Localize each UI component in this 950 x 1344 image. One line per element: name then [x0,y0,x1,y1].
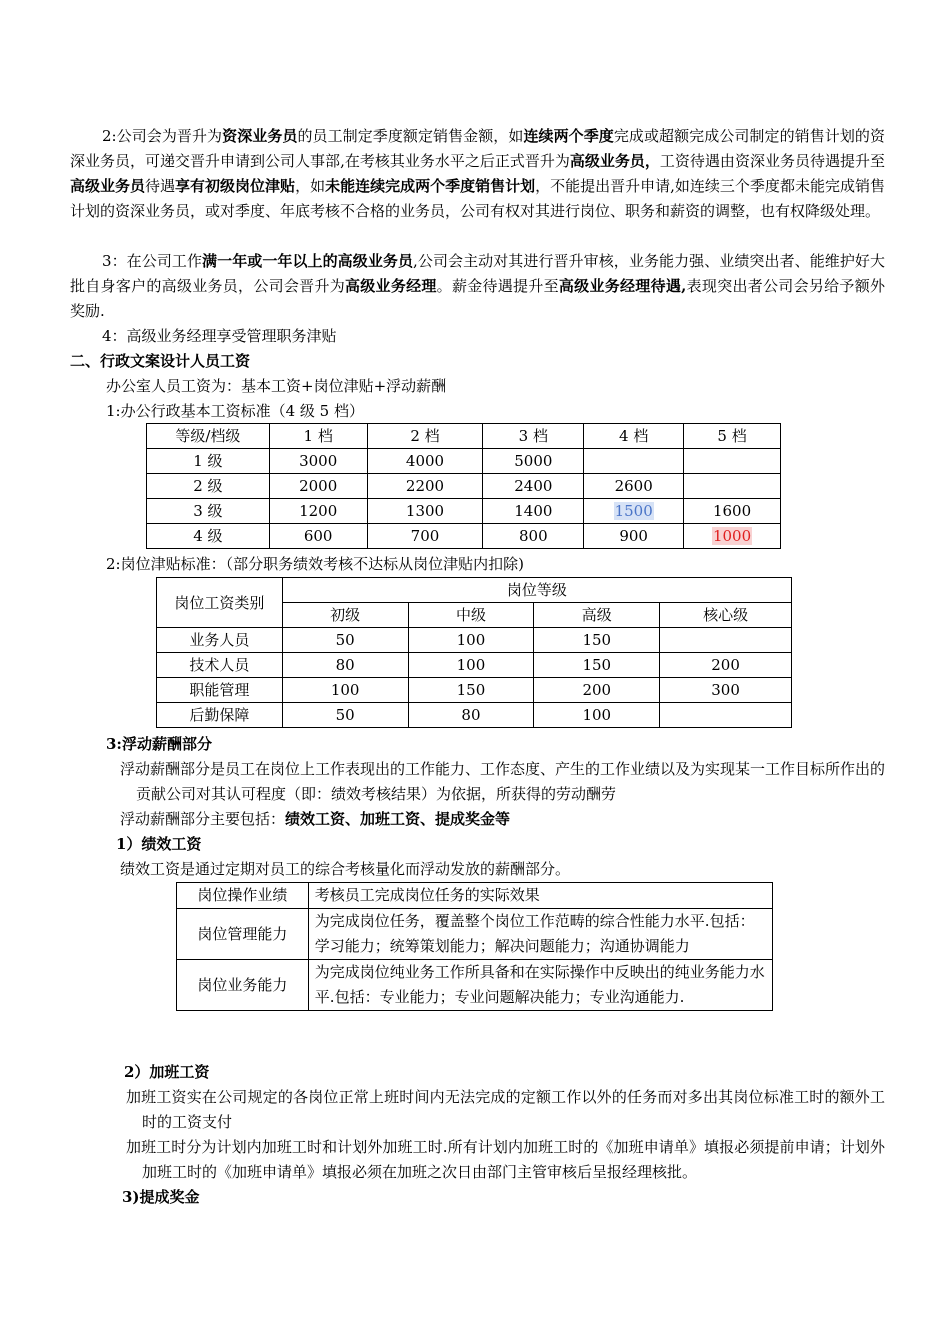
promotion-rule-3 [70,249,885,324]
text: ，如 [295,177,326,195]
header-cell: 4 档 [584,424,684,449]
table-row [177,960,773,1011]
table-cell [660,628,792,653]
header-cell: 考核员工完成岗位任务的实际效果 [308,883,772,909]
table-cell: 2600 [584,474,684,499]
table-header-row [157,578,792,603]
level-header-cell: 初级 [282,603,408,628]
highlighted-value: 1000 [712,527,752,545]
text: 完成或超额完成公司制定的销售计划的资深业务员，可递交晋升申请到公司人事部,在考核其业务水平之后正式晋升为 [70,127,885,170]
bold-text: 满一年或一年以上的高级业务员 [202,252,414,270]
bold-text: 高级业务经理 [345,277,437,295]
table-cell: 为完成岗位纯业务工作所具备和在实际操作中反映出的纯业务能力水平.包括：专业能力；专业问题解决能力；专业沟通能力. [308,960,772,1011]
table-cell: 700 [367,524,483,549]
bold-text: 高级业务员 [70,177,146,195]
allowance-table [156,577,792,728]
text: ，不能提出晋升申请,如连续三个季度都未能完成销售计划的资深业务员，或对季度、年底考核不合格的业务员，公司有权对其进行岗位、职务和薪资的调整，也有权降级处理。 [70,177,885,220]
text: 浮动薪酬部分主要包括： [120,810,286,828]
table-cell: 1600 [684,499,781,524]
overtime-hours-description: 加班工时分为计划内加班工时和计划外加班工时.所有计划内加班工时的《加班申请单》填报必须提前申请；计划外加班工时的《加班申请单》填报必须在加班之次日由部门主管审核后呈报经理核批。 [126,1138,885,1181]
table-cell: 100 [534,703,660,728]
table-cell: 4000 [367,449,483,474]
bold-text: 资深业务员 [222,127,298,145]
table-cell: 150 [408,678,534,703]
table-cell [684,474,781,499]
table-cell: 1300 [367,499,483,524]
header-cell: 岗位操作业绩 [177,883,309,909]
header-cell: 1 档 [269,424,367,449]
overtime-pay-description: 加班工资实在公司规定的各岗位正常上班时间内无法完成的定额工作以外的任务而对多出其岗位标准工时的额外工时的工资支付 [126,1088,885,1131]
table-cell: 3000 [269,449,367,474]
table-cell: 800 [483,524,584,549]
commission-heading: 3)提成奖金 [122,1188,200,1206]
table-row [147,449,781,474]
table-row [157,703,792,728]
group-header-cell: 岗位等级 [282,578,791,603]
bold-text: 高级业务经理待遇, [558,277,687,295]
table-row [157,678,792,703]
table-row [177,909,773,960]
table-cell: 1200 [269,499,367,524]
bold-text: 未能连续完成两个季度销售计划 [325,177,536,195]
table-cell: 1400 [483,499,584,524]
table-cell: 2200 [367,474,483,499]
table-cell: 后勤保障 [157,703,283,728]
text: 2:公司会为晋升为 [102,127,223,145]
table-cell: 300 [660,678,792,703]
table-cell-highlighted [584,499,684,524]
text: 表现突出者公司会另给予额外奖励. [70,277,885,320]
table-row [157,628,792,653]
bold-text: 高级业务员， [569,152,660,170]
base-salary-table-title: 1:办公行政基本工资标准（4 级 5 档） [106,402,364,420]
header-cell: 2 档 [367,424,483,449]
table-cell: 80 [408,703,534,728]
table-cell: 50 [282,703,408,728]
table-cell: 技术人员 [157,653,283,678]
floating-pay-description: 浮动薪酬部分是员工在岗位上工作表现出的工作能力、工作态度、产生的工作业绩以及为实现某一工作目标所作出的贡献公司对其认可程度（即：绩效考核结果）为依据，所获得的劳动酬劳 [120,760,886,803]
text: 的员工制定季度额定销售金额，如 [297,127,524,145]
table-cell: 2000 [269,474,367,499]
performance-pay-heading: 1）绩效工资 [116,835,202,853]
row-header-cell: 岗位工资类别 [157,578,283,628]
text: 。薪金待遇提升至 [436,277,559,295]
table-header-row [177,883,773,909]
table-cell: 1 级 [147,449,270,474]
performance-pay-description: 绩效工资是通过定期对员工的综合考核量化而浮动发放的薪酬部分。 [120,860,571,878]
text: 3：在公司工作 [102,252,203,270]
text: 工资待遇由资深业务员待遇提升至 [659,152,885,170]
table-cell: 2 级 [147,474,270,499]
bold-text: 连续两个季度 [523,127,614,145]
table-row [147,524,781,549]
header-cell: 5 档 [684,424,781,449]
table-cell [684,449,781,474]
header-cell: 3 档 [483,424,584,449]
bold-text: 绩效工资、加班工资、提成奖金等 [285,810,511,828]
table-cell: 岗位业务能力 [177,960,309,1011]
table-cell: 业务人员 [157,628,283,653]
header-cell: 等级/档级 [147,424,270,449]
table-cell: 100 [282,678,408,703]
level-header-cell: 高级 [534,603,660,628]
table-cell: 200 [660,653,792,678]
performance-table [176,882,773,1011]
section-2-heading: 二、行政文案设计人员工资 [70,352,251,370]
table-cell: 600 [269,524,367,549]
floating-pay-includes [120,807,885,832]
highlighted-value: 1500 [614,502,653,520]
promotion-rule-2 [70,124,885,224]
table-cell: 900 [584,524,684,549]
table-cell: 2400 [483,474,584,499]
text: ,公司会主动对其进行晋升审核，业务能力强、业绩突出者、能维护好大批自身客户的高级业务员，公司会晋升为 [70,252,885,295]
table-cell [584,449,684,474]
table-row [147,474,781,499]
table-cell: 100 [408,653,534,678]
table-row [157,653,792,678]
table-cell: 100 [408,628,534,653]
text: 待遇 [145,177,176,195]
table-cell: 岗位管理能力 [177,909,309,960]
table-header-row [147,424,781,449]
floating-pay-heading: 3:浮动薪酬部分 [106,735,212,753]
table-cell: 150 [534,628,660,653]
table-cell: 5000 [483,449,584,474]
bold-text: 享有初级岗位津贴 [175,177,296,195]
allowance-table-title: 2:岗位津贴标准：（部分职务绩效考核不达标从岗位津贴内扣除) [106,555,524,573]
table-cell: 3 级 [147,499,270,524]
table-cell-highlighted [684,524,781,549]
table-cell [660,703,792,728]
table-cell: 80 [282,653,408,678]
base-salary-table [146,423,781,549]
overtime-pay-heading: 2）加班工资 [124,1063,210,1081]
table-cell: 为完成岗位任务，覆盖整个岗位工作范畴的综合性能力水平.包括：学习能力；统筹策划能力；解决问题能力；沟通协调能力 [308,909,772,960]
table-row [147,499,781,524]
level-header-cell: 核心级 [660,603,792,628]
table-cell: 150 [534,653,660,678]
table-cell: 200 [534,678,660,703]
promotion-rule-4: 4：高级业务经理享受管理职务津贴 [102,327,337,345]
table-cell: 职能管理 [157,678,283,703]
table-cell: 50 [282,628,408,653]
level-header-cell: 中级 [408,603,534,628]
office-salary-intro: 办公室人员工资为：基本工资+岗位津贴+浮动薪酬 [106,377,447,395]
table-cell: 4 级 [147,524,270,549]
